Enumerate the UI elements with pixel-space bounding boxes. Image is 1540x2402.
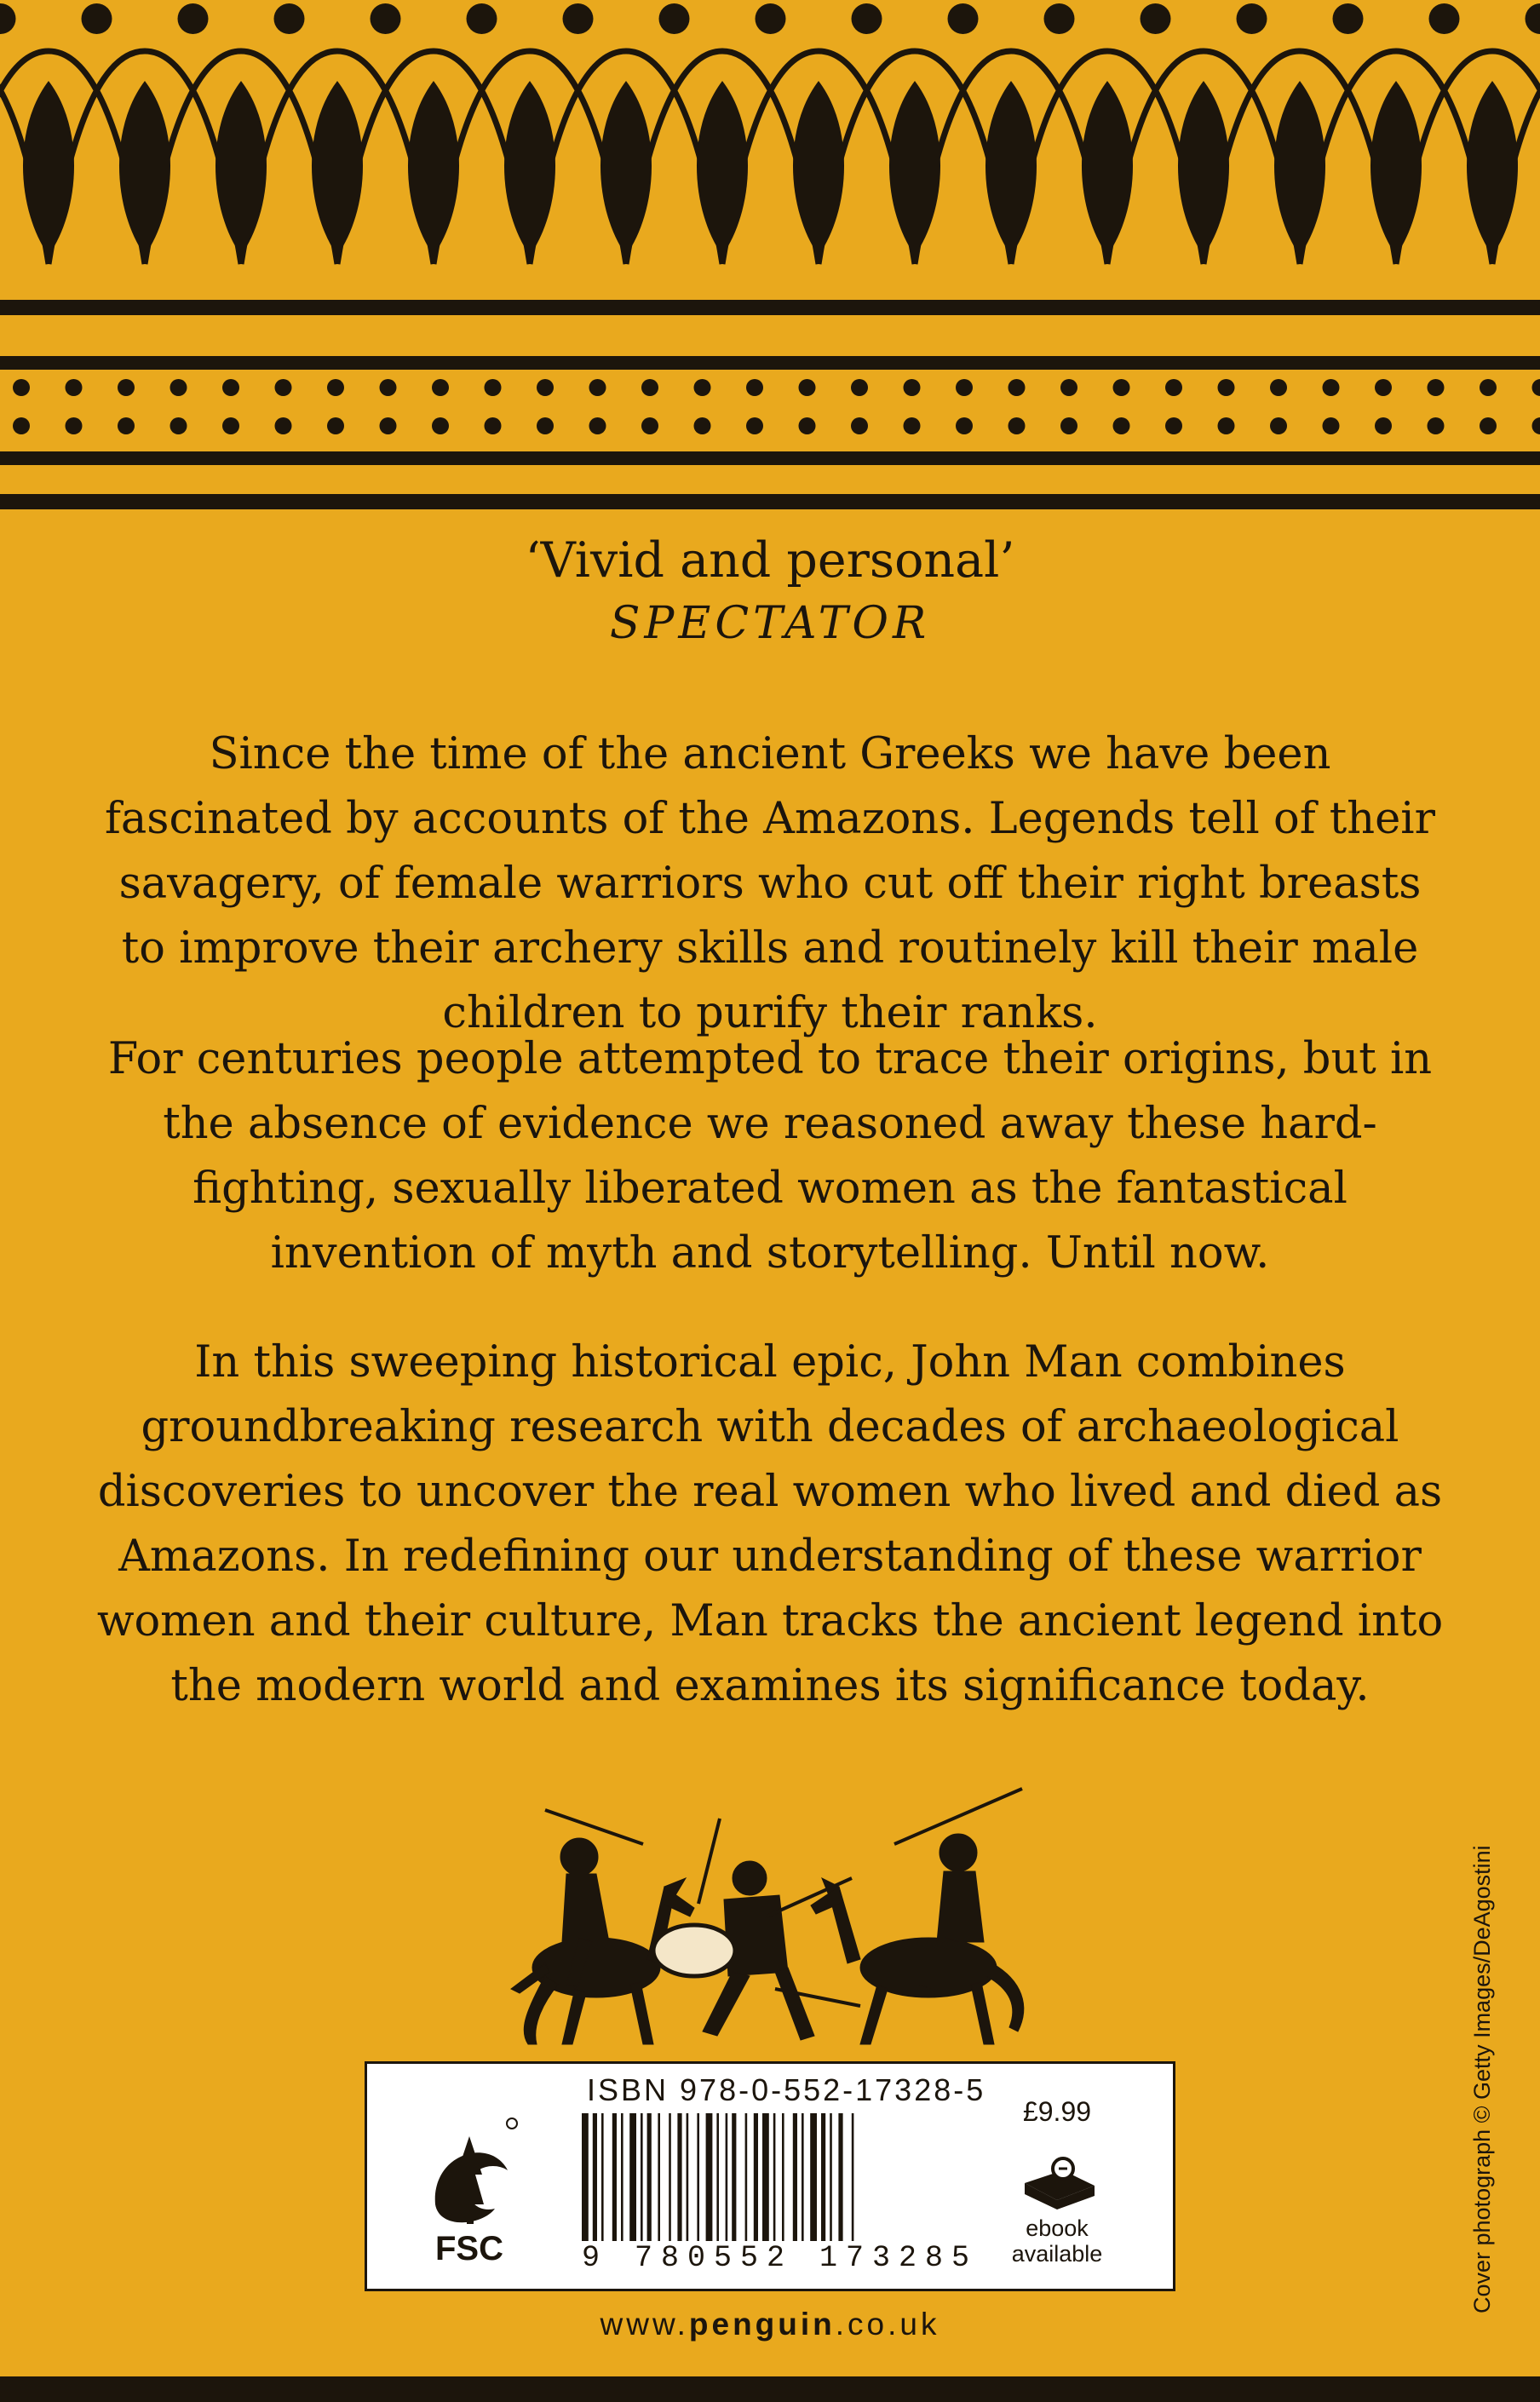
- fsc-label: FSC: [435, 2230, 503, 2267]
- barcode-bars: [582, 2113, 940, 2241]
- review-source: SPECTATOR: [609, 598, 931, 649]
- review-quote: ‘Vivid and personal’: [525, 532, 1015, 589]
- greek-vase-illustration: [494, 1759, 1048, 2049]
- photo-credit: Cover photograph © Getty Images/DeAgostini: [1469, 1845, 1495, 2313]
- greek-border-ornament: [0, 0, 1540, 520]
- price: £9.99: [1022, 2096, 1092, 2127]
- ebook-icon: [1016, 2153, 1101, 2213]
- barcode-panel: [365, 2061, 1175, 2291]
- blurb-paragraph-2: For centuries people attempted to trace their origins, but in the absence of evidence we reasoned away these hard-fighting, sexually liberated women as the fantastical invention of myth and storytelling. Until now.: [107, 1034, 1433, 1279]
- blurb-paragraph-1: Since the time of the ancient Greeks we have been fascinated by accounts of the Amazons. Legends tell of their savagery, of female warriors who cut off their right breasts to improve their archery skills and routinely kill their male children to purify their ranks.: [105, 729, 1435, 1038]
- bottom-border-bar: [0, 2376, 1540, 2402]
- isbn-text: ISBN 978-0-552-17328-5: [587, 2072, 986, 2107]
- ebook-label: ebook available: [1011, 2215, 1103, 2267]
- barcode-digits: 9 780552 173285: [582, 2241, 979, 2275]
- blurb-paragraph-3: In this sweeping historical epic, John Man combines groundbreaking research with decades of archaeological discoveries to uncover the real women who lived and died as Amazons. In redefining our understanding of these warrior women and their culture, Man tracks the ancient legend into the modern world and examines its significance today.: [96, 1337, 1444, 1711]
- publisher-website[interactable]: www.penguin.co.uk: [600, 2307, 940, 2342]
